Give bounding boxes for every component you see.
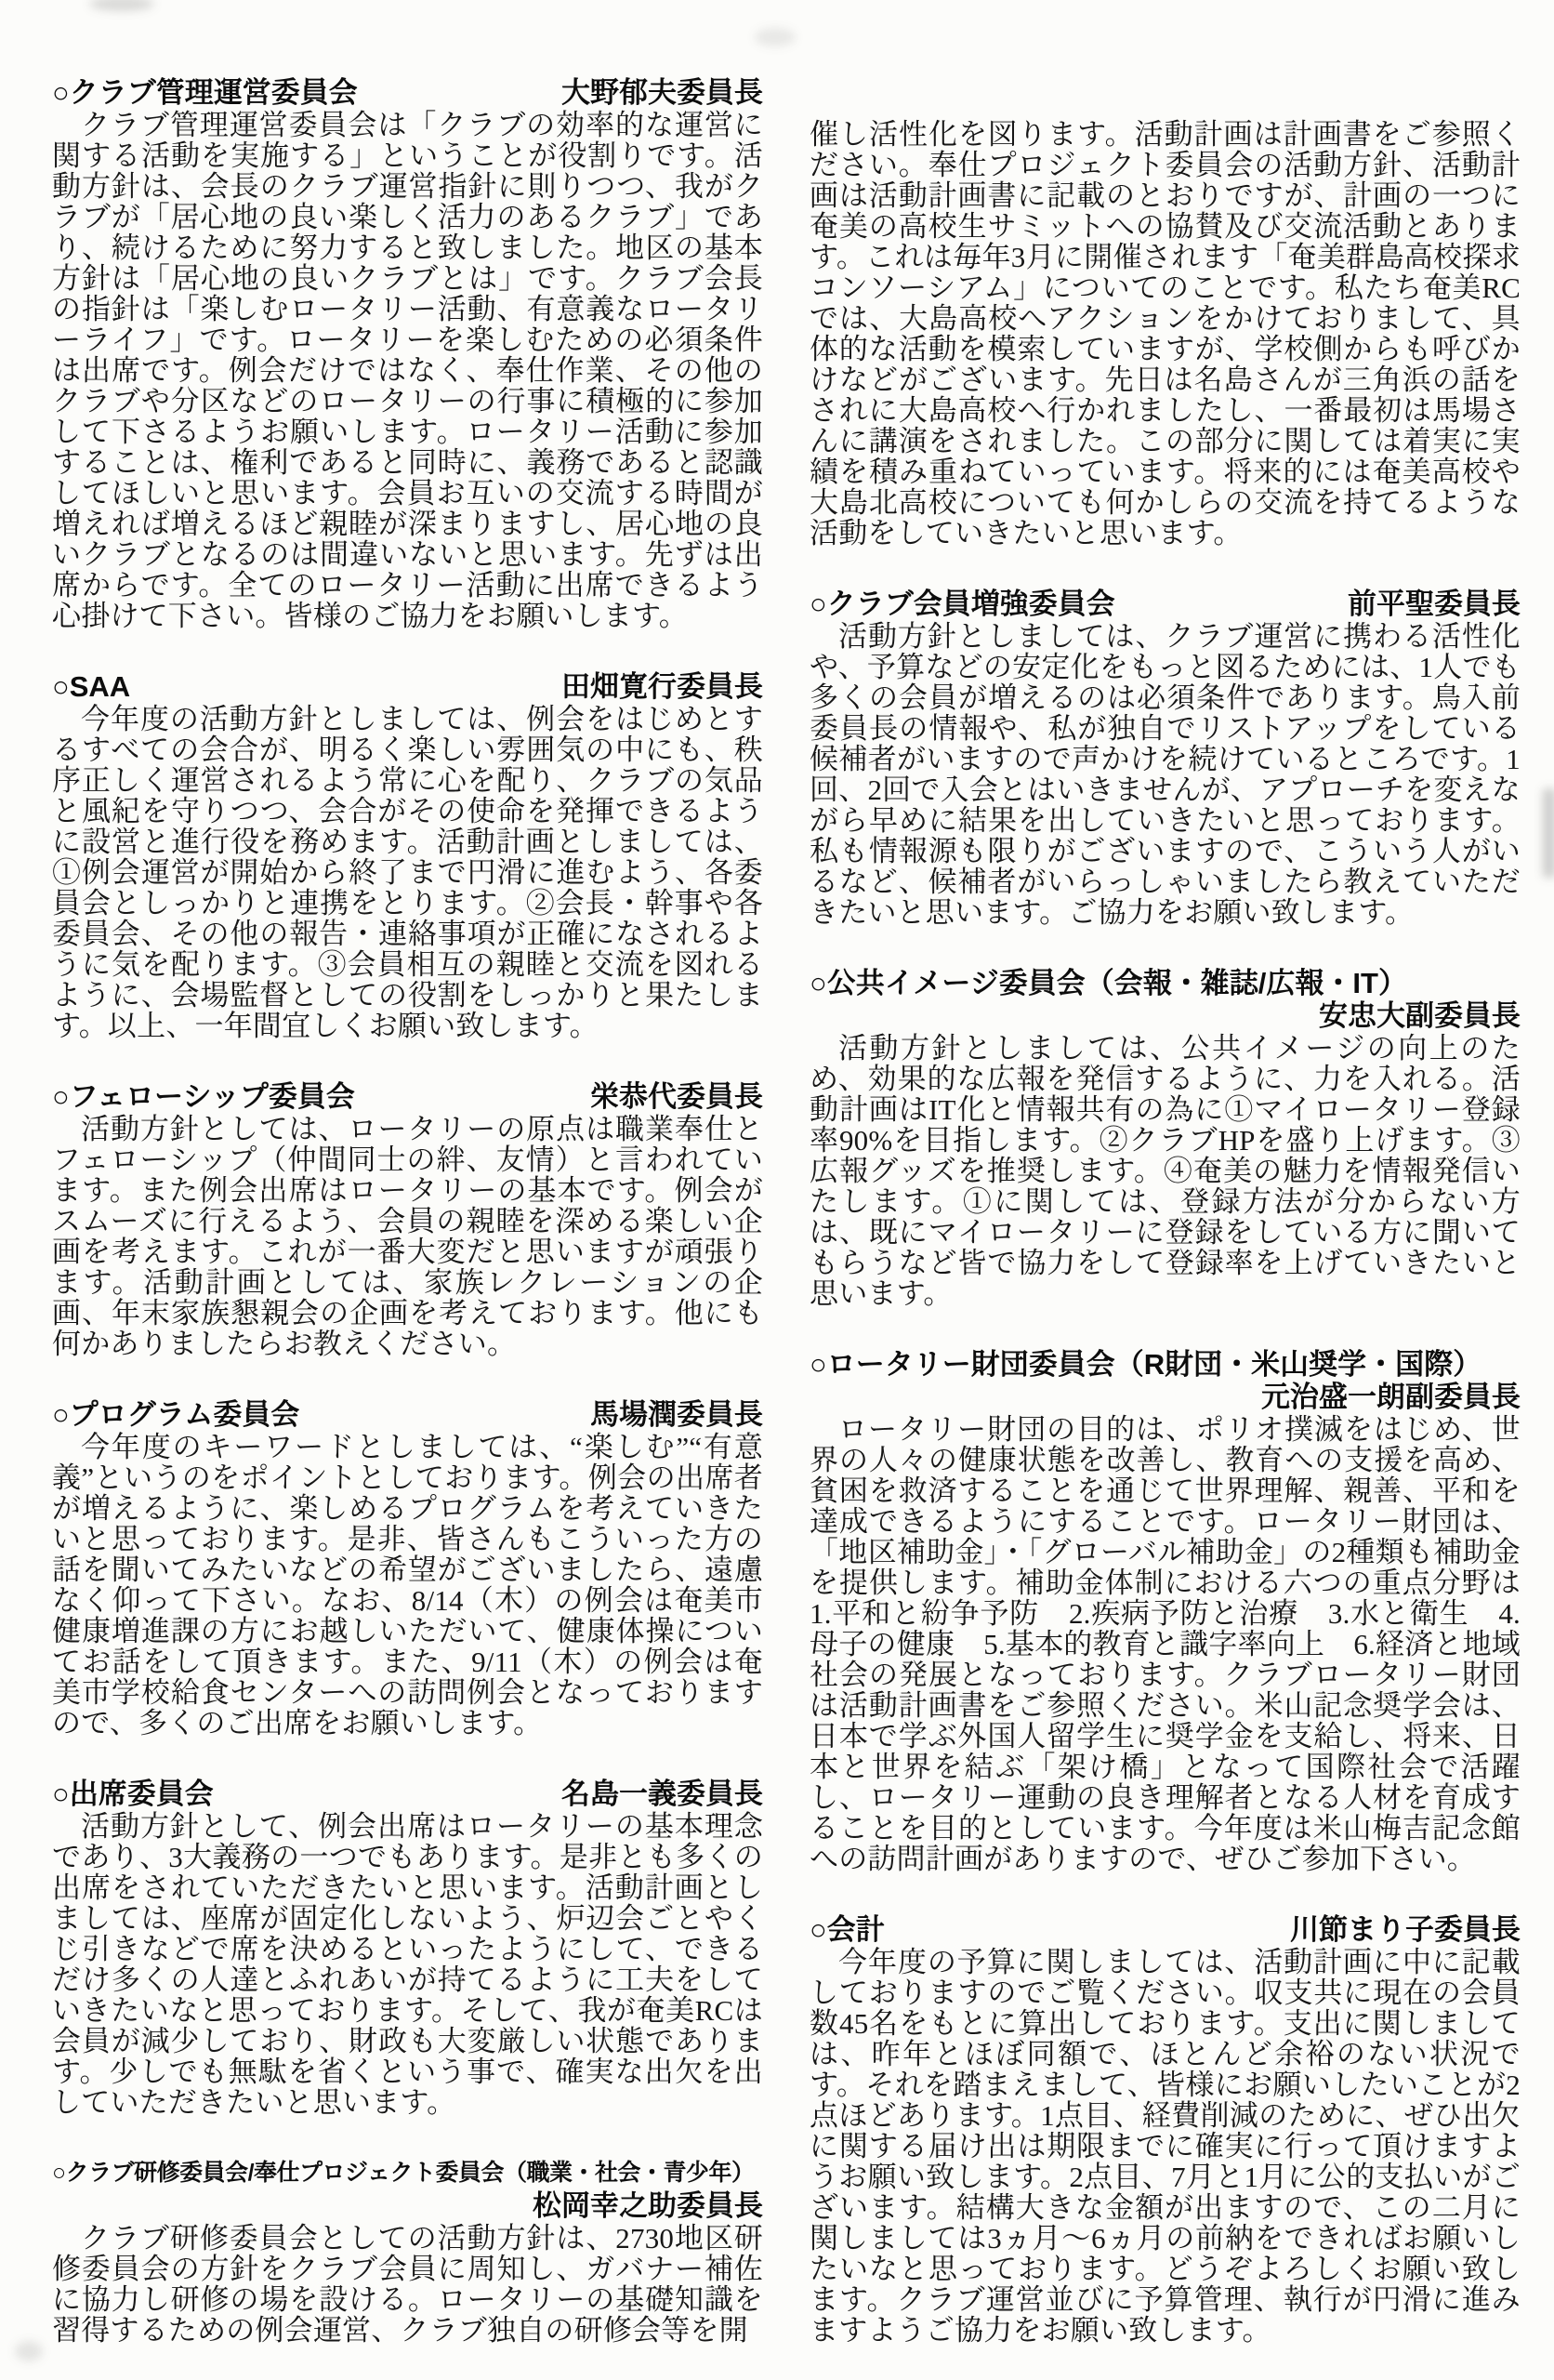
section-header [810,967,1521,1032]
section-header [52,2157,763,2222]
committee-title: ○出席委員会 [52,1778,214,1810]
section-body: 活動方針として、例会出席はロータリーの基本理念であり、3大義務の一つでもあります。是非とも多くの出席をされていただきたいと思います。活動計画としましては、座席が固定化しないよう、炉辺会ごとやくじ引きなどで席を決めるといったようにして、できるだけ多くの人達とふれあいが持てるように工夫をしていきたいなと思っております。そして、我が奄美RCは会員が減少しており、財政も大変厳しい状態であります。少しでも無駄を省くという事で、確実な出欠を出していただきたいと思います。 [52,1810,763,2119]
committee-title: ○クラブ会員増強委員会 [810,588,1115,620]
section-body: 活動方針としては、ロータリーの原点は職業奉仕とフェローシップ（仲間同士の絆、友情）と言われています。また例会出席はロータリーの基本です。例会がスムーズに行えるよう、会員の親睦を深める楽しい企画を考えます。これが一番大変だと思いますが頑張ります。活動計画としては、家族レクレーションの企画、年末家族懇親会の企画を考えております。他にも何かありましたらお教えください。 [52,1113,763,1360]
committee-title: ○公共イメージ委員会（会報・雑誌/広報・IT） [810,967,1407,999]
section-header [52,76,763,109]
committee-title: ○SAA [52,670,131,703]
committee-title: ○会計 [810,1913,885,1946]
section-accounting [810,1913,1521,2346]
section-saa [52,670,763,1041]
section-body: ロータリー財団の目的は、ポリオ撲滅をはじめ、世界の人々の健康状態を改善し、教育への支援を高め、貧困を救済することを通じて世界理解、親善、平和を達成できるようにすることです。ロータリー財団は、「地区補助金」・「グローバル補助金」の2種類も補助金を提供します。補助金体制における六つの重点分野は 1.平和と紛争予防 2.疾病予防と治療 3.水と衛生 4.母子の健康 5.基本的教育と識字率向上 6.経済と地域社会の発展となっております。クラブロータリー財団は活動計画書をご参照ください。米山記念奨学会は、日本で学ぶ外国人留学生に奨学金を支給し、将来、日本と世界を結ぶ「架け橋」となって国際社会で活躍し、ロータリー運動の良き理解者となる人材を育成することを目的としています。今年度は米山梅吉記念館への訪問計画がありますので、ぜひご参加下さい。 [810,1413,1550,1875]
section-public-image [810,967,1521,1309]
section-body: クラブ管理運営委員会は「クラブの効率的な運営に関する活動を実施する」ということが役割りです。活動方針は、会長のクラブ運営指針に則りつつ、我がクラブが「居心地の良い楽しく活力のあるクラブ」であり、続けるために努力すると致しました。地区の基本方針は「居心地の良いクラブとは」です。クラブ会長の指針は「楽しむロータリー活動、有意義なロータリーライフ」です。ロータリーを楽しむための必須条件は出席です。例会だけではなく、奉仕作業、その他のクラブや分区などのロータリーの行事に積極的に参加して下さるようお願いします。ロータリー活動に参加することは、権利であると同時に、義務であると認識してほしいと思います。会員お互いの交流する時間が増えれば増えるほど親睦が深まりますし、居心地の良いクラブとなるのは間違いないと思います。先ずは出席からです。全てのロータリー活動に出席できるよう心掛けて下さい。皆様のご協力をお願いします。 [52,109,763,632]
section-membership-growth [810,588,1521,928]
section-program [52,1398,763,1739]
section-header [810,1348,1521,1413]
section-club-training-service-continuation [810,119,1521,549]
right-column [810,76,1550,2347]
section-body: クラブ研修委員会としての活動方針は、2730地区研修委員会の方針をクラブ会員に周知し、ガバナー補佐に協力し研修の場を設ける。ロータリーの基礎知識を習得するための例会運営、クラブ独自の研修会等を開 [52,2222,763,2347]
chair-name: 栄恭代委員長 [590,1080,763,1113]
chair-name: 前平聖委員長 [1348,588,1521,620]
chair-name: 田畑寛行委員長 [561,670,763,703]
section-body-continuation: 催し活性化を図ります。活動計画は計画書をご参照ください。奉仕プロジェクト委員会の活動方針、活動計画は活動計画書に記載のとおりですが、計画の一つに奄美の高校生サミットへの協賛及び交流活動とあります。これは毎年3月に開催されます「奄美群島高校探求コンソーシアム」についてのことです。私たち奄美RCでは、大島高校へアクションをかけておりまして、具体的な活動を模索していますが、学校側からも呼びかけなどがございます。先日は名島さんが三角浜の話をされに大島高校へ行かれましたし、一番最初は馬場さんに講演をされました。この部分に関しては着実に実績を積み重ねていっています。将来的には奄美高校や大島北高校についても何かしらの交流を持てるような活動をしていきたいと思います。 [810,118,1521,549]
section-header [52,1080,763,1113]
chair-name: 元治盛一朗副委員長 [1261,1381,1521,1413]
section-body: 活動方針としましては、クラブ運営に携わる活性化や、予算などの安定化をもっと図るためには、1人でも多くの会員が増えるのは必須条件であります。鳥入前委員長の情報や、私が独自でリストアップをしている候補者がいますので声かけを続けているところです。1回、2回で入会とはいきませんが、アプローチを変えながら早めに結果を出していきたいと思っております。私も情報源も限りがございますので、こういう人がいるなど、候補者がいらっしゃいましたら教えていただきたいと思います。ご協力をお願い致します。 [810,620,1521,929]
section-attendance [52,1778,763,2118]
chair-name: 松岡幸之助委員長 [533,2189,763,2222]
chair-name: 馬場潤委員長 [590,1398,763,1431]
section-body: 今年度の予算に関しましては、活動計画に中に記載しておりますのでご覧ください。収支共に現在の会員数45名をもとに算出しております。支出に関しましては、昨年とほぼ同額で、ほとんど余裕のない状況です。それを踏まえまして、皆様にお願いしたいことが2点ほどあります。1点目、経費削減のために、ぜひ出欠に関する届け出は期限までに確実に行って頂けますようお願い致します。2点目、7月と1月に公的支払いがございます。結構大きな金額が出ますので、この二月に関しましては3ヵ月〜6ヵ月の前納をできればお願いしたいなと思っております。どうぞよろしくお願い致します。クラブ運営並びに予算管理、執行が円滑に進みますようご協力をお願い致します。 [810,1946,1521,2347]
committee-title: ○クラブ研修委員会/奉仕プロジェクト委員会（職業・社会・青少年） [52,2160,755,2186]
chair-name: 名島一義委員長 [561,1778,763,1810]
section-body: 今年度の活動方針としましては、例会をはじめとするすべての会合が、明るく楽しい雰囲気の中にも、秩序正しく運営されるよう常に心を配り、クラブの気品と風紀を守りつつ、会合がその使命を発揮できるように設営と進行役を務めます。活動計画としましては、①例会運営が開始から終了まで円滑に進むよう、各委員会としっかりと連携をとります。②会長・幹事や各委員会、その他の報告・連絡事項が正確になされるように気を配ります。③会員相互の親睦と交流を図れるように、会場監督としての役割をしっかりと果たします。以上、一年間宜しくお願い致します。 [52,703,763,1042]
committee-title: ○クラブ管理運営委員会 [52,76,358,109]
section-body: 今年度のキーワードとしましては、“楽しむ”“有意義”というのをポイントとしております。例会の出席者が増えるように、楽しめるプログラムを考えていきたいと思っております。是非、皆さんもこういった方の話を聞いてみたいなどの希望がございましたら、遠慮なく仰って下さい。なお、8/14（木）の例会は奄美市健康増進課の方にお越しいただいて、健康体操についてお話をして頂きます。また、9/11（木）の例会は奄美市学校給食センターへの訪問例会となっておりますので、多くのご出席をお願いします。 [52,1431,763,1739]
section-header [810,588,1521,620]
chair-name: 川節まり子委員長 [1290,1913,1521,1946]
committee-title: ○プログラム委員会 [52,1398,300,1431]
section-fellowship [52,1080,763,1359]
committee-title: ○ロータリー財団委員会（R財団・米山奨学・国際） [810,1348,1482,1381]
section-body: 活動方針としましては、公共イメージの向上のため、効果的な広報を発信するように、力を入れる。活動計画はIT化と情報共有の為に①マイロータリー登録率90%を目指します。②クラブHPを盛り上げます。③広報グッズを推奨します。④奄美の魅力を情報発信いたします。①に関しては、登録方法が分からない方は、既にマイロータリーに登録をしている方に聞いてもらうなど皆で協力をして登録率を上げていきたいと思います。 [810,1032,1521,1310]
section-header [52,670,763,703]
section-rotary-foundation [810,1348,1550,1875]
left-column [52,76,763,2346]
chair-name: 安忠大副委員長 [1319,999,1521,1032]
section-club-training-service-projects [52,2157,763,2346]
section-club-management [52,76,763,631]
committee-title: ○フェローシップ委員会 [52,1080,355,1113]
section-header [52,1778,763,1810]
section-header [52,1398,763,1431]
section-header [810,1913,1521,1946]
chair-name: 大野郁夫委員長 [561,76,763,109]
